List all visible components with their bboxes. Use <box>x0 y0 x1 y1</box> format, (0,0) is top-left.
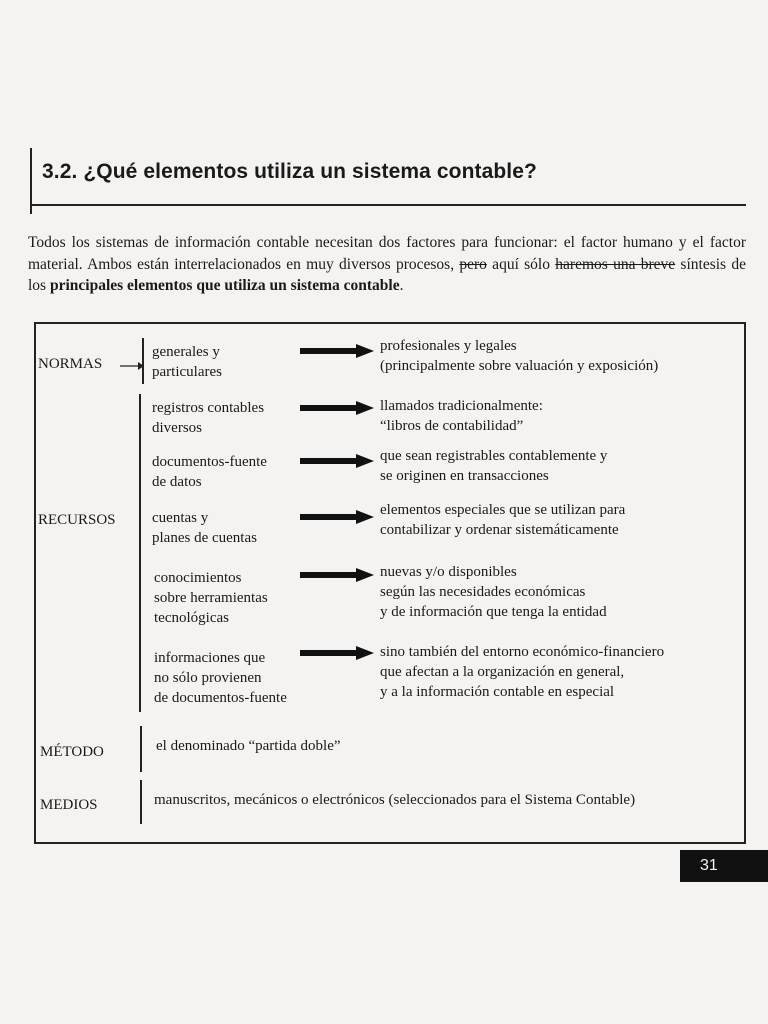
arrow-right-icon <box>300 646 374 660</box>
label-normas: NORMAS <box>38 356 103 372</box>
recursos-row5-left-3: de documentos-fuente <box>154 690 287 706</box>
bracket-normas <box>142 338 144 384</box>
normas-right-2: (principalmente sobre valuación y exposición) <box>380 358 659 374</box>
arrow-right-icon <box>300 568 374 582</box>
normas-left-2: particulares <box>152 364 222 380</box>
recursos-row3-left-1: cuentas y <box>152 510 209 526</box>
recursos-row4-left-1: conocimientos <box>154 570 242 586</box>
recursos-row1-left-2: diversos <box>152 420 202 436</box>
recursos-row4-right-3: y de información que tenga la entidad <box>380 604 607 620</box>
bracket-recursos <box>139 394 141 712</box>
metodo-value: el denominado “partida doble” <box>156 738 341 754</box>
normas-right-1: profesionales y legales <box>380 338 517 354</box>
recursos-row2-right-2: se originen en transacciones <box>380 468 549 484</box>
elements-table <box>34 322 746 844</box>
recursos-row5-left-2: no sólo provienen <box>154 670 262 686</box>
heading-bottom-rule <box>30 204 746 206</box>
section-number: 3.2. <box>42 160 78 183</box>
intro-paragraph <box>28 232 746 297</box>
recursos-row3-right-2: contabilizar y ordenar sistemáticamente <box>380 522 619 538</box>
bracket-metodo <box>140 726 142 772</box>
arrow-right-icon <box>300 344 374 358</box>
recursos-row2-right-1: que sean registrables contablemente y <box>380 448 608 464</box>
recursos-row5-right-2: que afectan a la organización en general, <box>380 664 625 680</box>
recursos-row4-right-2: según las necesidades económicas <box>380 584 586 600</box>
recursos-row1-right-2: “libros de contabilidad” <box>380 418 524 434</box>
recursos-row3-right-1: elementos especiales que se utilizan para <box>380 502 626 518</box>
arrow-right-icon <box>300 454 374 468</box>
intro-text-1: Todos los sistemas de información contable necesitan dos factores para funcionar: el factor humano y el factor material. Ambos están interrelacionados en muy diversos procesos, <box>28 234 746 273</box>
medios-value: manuscritos, mecánicos o electrónicos (seleccionados para el Sistema Contable) <box>154 792 636 808</box>
recursos-row5-right-3: y a la información contable en especial <box>380 684 615 700</box>
intro-end: . <box>399 277 404 294</box>
recursos-row2-left-2: de datos <box>152 474 202 490</box>
intro-struck-1: pero <box>459 255 487 273</box>
recursos-row1-right-1: llamados tradicionalmente: <box>380 398 543 414</box>
normas-left-1: generales y <box>152 344 220 360</box>
intro-text-2: aquí sólo <box>486 255 556 273</box>
label-recursos: RECURSOS <box>38 512 116 528</box>
arrow-right-icon <box>300 401 374 415</box>
bracket-medios <box>140 780 142 824</box>
recursos-row1-left-1: registros contables <box>152 400 265 416</box>
recursos-row4-left-2: sobre herramientas <box>154 590 268 606</box>
recursos-row2-left-1: documentos-fuente <box>152 454 267 470</box>
recursos-row4-right-1: nuevas y/o disponibles <box>380 564 517 580</box>
label-metodo: MÉTODO <box>40 744 104 760</box>
recursos-row5-right-1: sino también del entorno económico-financiero <box>380 644 665 660</box>
section-heading <box>42 160 537 184</box>
label-medios: MEDIOS <box>40 797 98 813</box>
intro-text-3: síntesis de los <box>28 255 746 294</box>
page-number: 31 <box>680 850 768 882</box>
intro-struck-2: haremos una breve <box>555 255 676 273</box>
recursos-row5-left-1: informaciones que <box>154 650 266 666</box>
recursos-row4-left-3: tecnológicas <box>154 610 229 626</box>
intro-bold: principales elementos que utiliza un sistema contable <box>49 277 400 294</box>
arrow-right-icon <box>300 510 374 524</box>
recursos-row3-left-2: planes de cuentas <box>152 530 257 546</box>
small-arrow-icon <box>120 360 144 372</box>
section-title: ¿Qué elementos utiliza un sistema contable? <box>83 160 537 183</box>
